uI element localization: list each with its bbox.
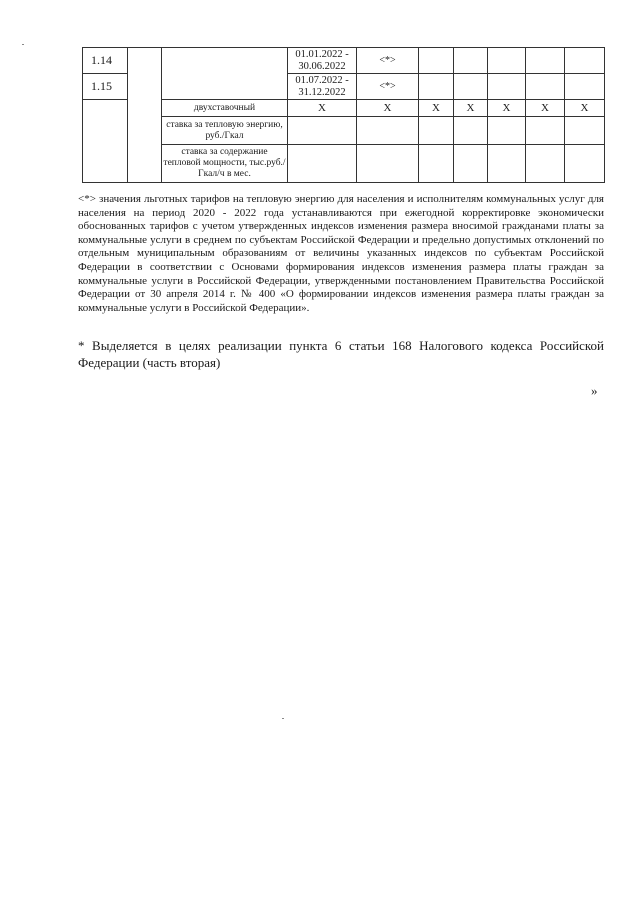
empty-cell: [565, 74, 605, 100]
closing-quote: »: [591, 383, 598, 398]
table-row: [83, 145, 605, 183]
tariff-table: [82, 47, 605, 183]
empty-cell: [454, 74, 488, 100]
empty-cell: [526, 117, 565, 145]
empty-cell: [357, 145, 419, 183]
scan-speck: [22, 44, 24, 45]
x-mark: X: [565, 100, 605, 117]
x-mark: X: [488, 100, 526, 117]
x-mark: X: [419, 100, 454, 117]
x-mark: X: [454, 100, 488, 117]
table-row: [83, 100, 605, 117]
empty-cell: [488, 74, 526, 100]
empty-cell: [288, 145, 357, 183]
period-cell: [288, 48, 357, 74]
empty-cell: [419, 117, 454, 145]
tariff-mark: <*>: [357, 74, 419, 100]
empty-cell: [488, 145, 526, 183]
period-cell: [288, 74, 357, 100]
empty-cell: [419, 145, 454, 183]
two-part-label: двухставочный: [162, 100, 288, 117]
period-start: 01.01.2022 -: [295, 48, 349, 60]
table-row: [83, 48, 605, 74]
empty-cell: [454, 117, 488, 145]
empty-cell: [526, 145, 565, 183]
preferential-tariff-footnote: <*> значения льготных тарифов на тепловую энергию для населения и исполнителям коммунальных услуг для населения на период 2020 - 2022 года устанавливаются при ежегодной корректировке экономически обоснованных тарифов с учетом утвержденных индексов изменения размера вносимой гражданами платы за коммунальные услуги в среднем по субъектам Российской Федерации и предельно допустимых отклонений по отдельным муниципальным образованиям от величины указанных индексов по субъектам Российской Федерации в соответствии с Основами формирования индексов изменения размера платы граждан за коммунальные услуги в Российской Федерации, утвержденными постановлением Правительства Российской Федерации от 30 апреля 2014 г. № 400 «О формировании индексов изменения размера платы граждан за коммунальные услуги в Российской Федерации».: [78, 193, 604, 314]
empty-cell: [488, 48, 526, 74]
empty-cell: [162, 48, 288, 100]
tariff-mark: <*>: [357, 48, 419, 74]
empty-cell: [83, 100, 128, 183]
empty-cell: [454, 48, 488, 74]
empty-cell: [565, 145, 605, 183]
scan-speck: [282, 718, 284, 719]
empty-cell: [488, 117, 526, 145]
empty-cell: [357, 117, 419, 145]
empty-cell: [565, 48, 605, 74]
empty-cell: [526, 74, 565, 100]
row-number: 1.14: [83, 48, 128, 74]
empty-cell: [288, 117, 357, 145]
x-mark: X: [288, 100, 357, 117]
period-end: 31.12.2022: [298, 86, 346, 98]
empty-cell: [565, 117, 605, 145]
row-number: 1.15: [83, 74, 128, 100]
period-start: 01.07.2022 -: [295, 74, 349, 86]
empty-cell: [526, 48, 565, 74]
empty-cell: [454, 145, 488, 183]
x-mark: X: [357, 100, 419, 117]
tax-code-footnote: * Выделяется в целях реализации пункта 6 статьи 168 Налогового кодекса Российской Федерации (часть вторая): [78, 338, 604, 370]
capacity-rate-label: ставка за содержание тепловой мощности, тыс.руб./Гкал/ч в мес.: [162, 145, 288, 183]
empty-cell: [128, 48, 162, 183]
period-end: 30.06.2022: [298, 60, 346, 72]
heat-energy-rate-label: ставка за тепловую энергию, руб./Гкал: [162, 117, 288, 145]
empty-cell: [419, 48, 454, 74]
table-row: [83, 117, 605, 145]
x-mark: X: [526, 100, 565, 117]
empty-cell: [419, 74, 454, 100]
